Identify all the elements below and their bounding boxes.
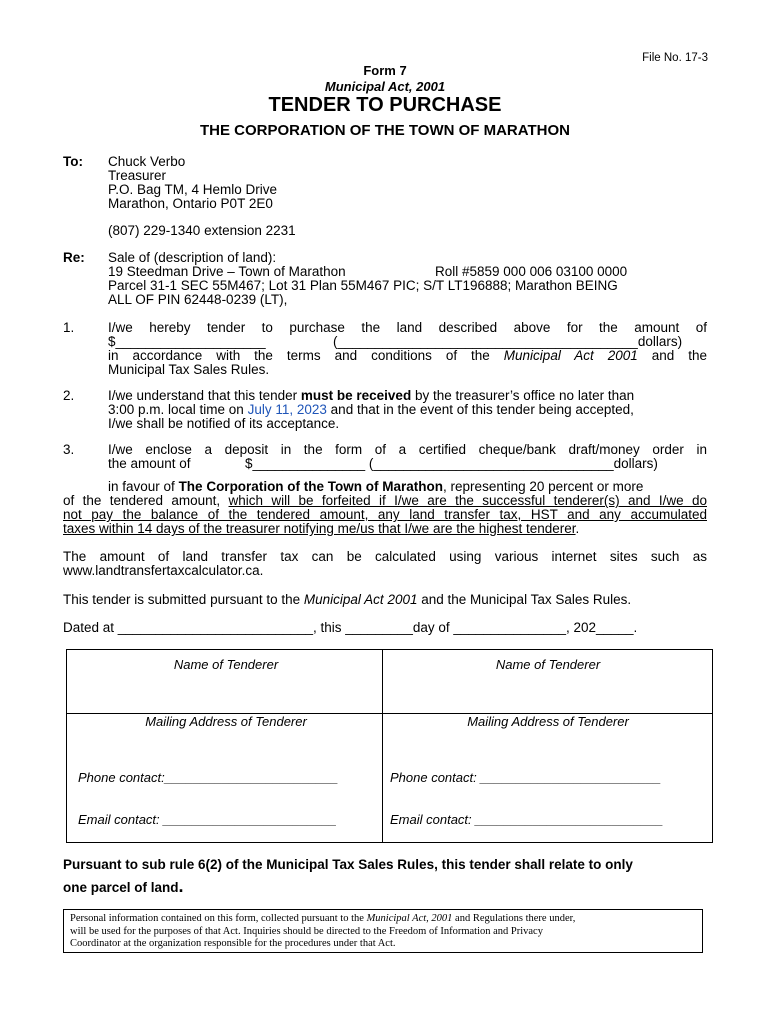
table-column-divider — [382, 649, 383, 843]
submitted-c: and the Municipal Tax Sales Rules. — [421, 592, 632, 607]
favour-line4 — [63, 522, 579, 537]
privacy-notice — [70, 913, 695, 951]
item-1-act-reference: Municipal Act 2001 — [503, 348, 638, 363]
sub-rule-line2-text: one parcel of land — [63, 880, 179, 895]
favour-line4-b: . — [575, 521, 580, 536]
favour-line3: not pay the balance of the tendered amount, any land transfer tax, HST and any accumulated — [63, 507, 707, 522]
submitted-act: Municipal Act 2001 — [303, 592, 418, 607]
item-3-line1: I/we enclose a deposit in the form of a certified cheque/bank draft/money order in — [108, 442, 707, 457]
item-1-line1: I/we hereby tender to purchase the land described above for the amount of — [108, 320, 707, 335]
land-description-label: Sale of (description of land): — [108, 250, 277, 265]
favour-corporation: The Corporation of the Town of Marathon — [178, 479, 444, 494]
property-address: 19 Steedman Drive – Town of Marathon — [108, 264, 346, 279]
item-2-number: 2. — [63, 388, 75, 403]
item-2-must-be-received: must be received — [300, 388, 412, 403]
ltt-website: www.landtransfertaxcalculator.ca. — [63, 563, 264, 578]
recipient-address-line1: P.O. Bag TM, 4 Hemlo Drive — [108, 182, 278, 197]
legal-description-line2: ALL OF PIN 62448-0239 (LT), — [108, 292, 288, 307]
legal-description-line1: Parcel 31-1 SEC 55M467; Lot 31 Plan 55M467 PIC; S/T LT196888; Marathon BEING — [108, 278, 618, 293]
item-2-line2-c: and that in the event of this tender being accepted, — [330, 402, 634, 417]
page-title: TENDER TO PURCHASE — [268, 94, 502, 116]
tenderer-name-left[interactable]: Name of Tenderer — [173, 657, 279, 672]
item-2-line1-a: I/we understand that this tender — [108, 388, 298, 403]
favour-line2-b: which will be forfeited if I/we are the successful tenderer(s) and I/we do — [228, 493, 707, 508]
favour-line4-a: taxes within 14 days of the treasurer notifying me/us that I/we are the highest tenderer — [63, 521, 576, 536]
favour-line1-a: in favour of — [108, 479, 175, 494]
sub-rule-line1: Pursuant to sub rule 6(2) of the Municipal Tax Sales Rules, this tender shall relate to only — [63, 857, 633, 872]
recipient-address-line2: Marathon, Ontario P0T 2E0 — [108, 196, 273, 211]
ltt-line1: The amount of land transfer tax can be calculated using various internet sites such as — [63, 549, 707, 564]
item-2-line1-c: by the treasurer’s office no later than — [414, 388, 635, 403]
email-contact-left[interactable]: Email contact: ________________________ — [78, 812, 337, 827]
item-1-line3-end: and the — [651, 348, 707, 363]
item-1-line3-text: in accordance with the terms and conditions of the — [108, 348, 490, 363]
item-2-line3: I/we shall be notified of its acceptance. — [108, 416, 340, 431]
privacy-line3: Coordinator at the organization responsible for the procedures under that Act. — [70, 938, 396, 949]
privacy-line1 — [70, 913, 695, 926]
favour-line2-a: of the tendered amount, — [63, 493, 221, 508]
item-3-number: 3. — [63, 442, 75, 457]
submitted-a: This tender is submitted pursuant to the — [63, 592, 301, 607]
recipient-role: Treasurer — [108, 168, 167, 183]
tenderer-address-left[interactable]: Mailing Address of Tenderer — [145, 714, 307, 729]
submitted-statement — [63, 593, 631, 608]
recipient-name: Chuck Verbo — [108, 154, 186, 169]
corporation-heading: THE CORPORATION OF THE TOWN OF MARATHON — [200, 122, 570, 139]
phone-contact-left[interactable]: Phone contact:________________________ — [78, 770, 339, 785]
sub-rule-period: . — [178, 876, 184, 896]
to-label: To: — [63, 154, 83, 169]
re-label: Re: — [63, 250, 85, 265]
amount-words-blank[interactable]: (________________________________________dollars) — [333, 334, 683, 349]
dated-line[interactable]: Dated at __________________________, this _________day of _______________, 202_____. — [63, 620, 638, 635]
roll-number: Roll #5859 000 006 03100 0000 — [435, 264, 628, 279]
deposit-amount-blank[interactable]: $_______________ (________________________________dollars) — [245, 456, 658, 471]
recipient-phone: (807) 229-1340 extension 2231 — [108, 223, 296, 238]
item-2-line2-a: 3:00 p.m. local time on — [108, 402, 244, 417]
item-1-line4: Municipal Tax Sales Rules. — [108, 362, 270, 377]
deposit-amount-label: the amount of — [108, 456, 191, 471]
favour-line1-c: , representing 20 percent or more — [443, 479, 644, 494]
email-contact-right[interactable]: Email contact: __________________________ — [390, 812, 664, 827]
tenderer-name-right[interactable]: Name of Tenderer — [495, 657, 601, 672]
privacy-line2: will be used for the purposes of that Act. Inquiries should be directed to the Freedom of Information and Privacy — [70, 925, 543, 937]
phone-contact-right[interactable]: Phone contact: _________________________ — [390, 770, 662, 785]
act-name: Municipal Act, 2001 — [324, 79, 446, 94]
item-1-number: 1. — [63, 320, 75, 335]
deadline-date: July 11, 2023 — [247, 402, 327, 417]
sub-rule-line2 — [63, 876, 184, 897]
tenderer-address-right[interactable]: Mailing Address of Tenderer — [467, 714, 629, 729]
privacy-act: Municipal Act, 2001 — [366, 913, 453, 924]
amount-figures-blank[interactable]: $____________________ — [108, 334, 266, 349]
form-number: Form 7 — [363, 63, 407, 78]
file-number: File No. 17-3 — [642, 52, 708, 64]
privacy-line1-c: and Regulations there under, — [455, 913, 576, 924]
privacy-line1-a: Personal information contained on this form, collected pursuant to the — [70, 913, 364, 924]
